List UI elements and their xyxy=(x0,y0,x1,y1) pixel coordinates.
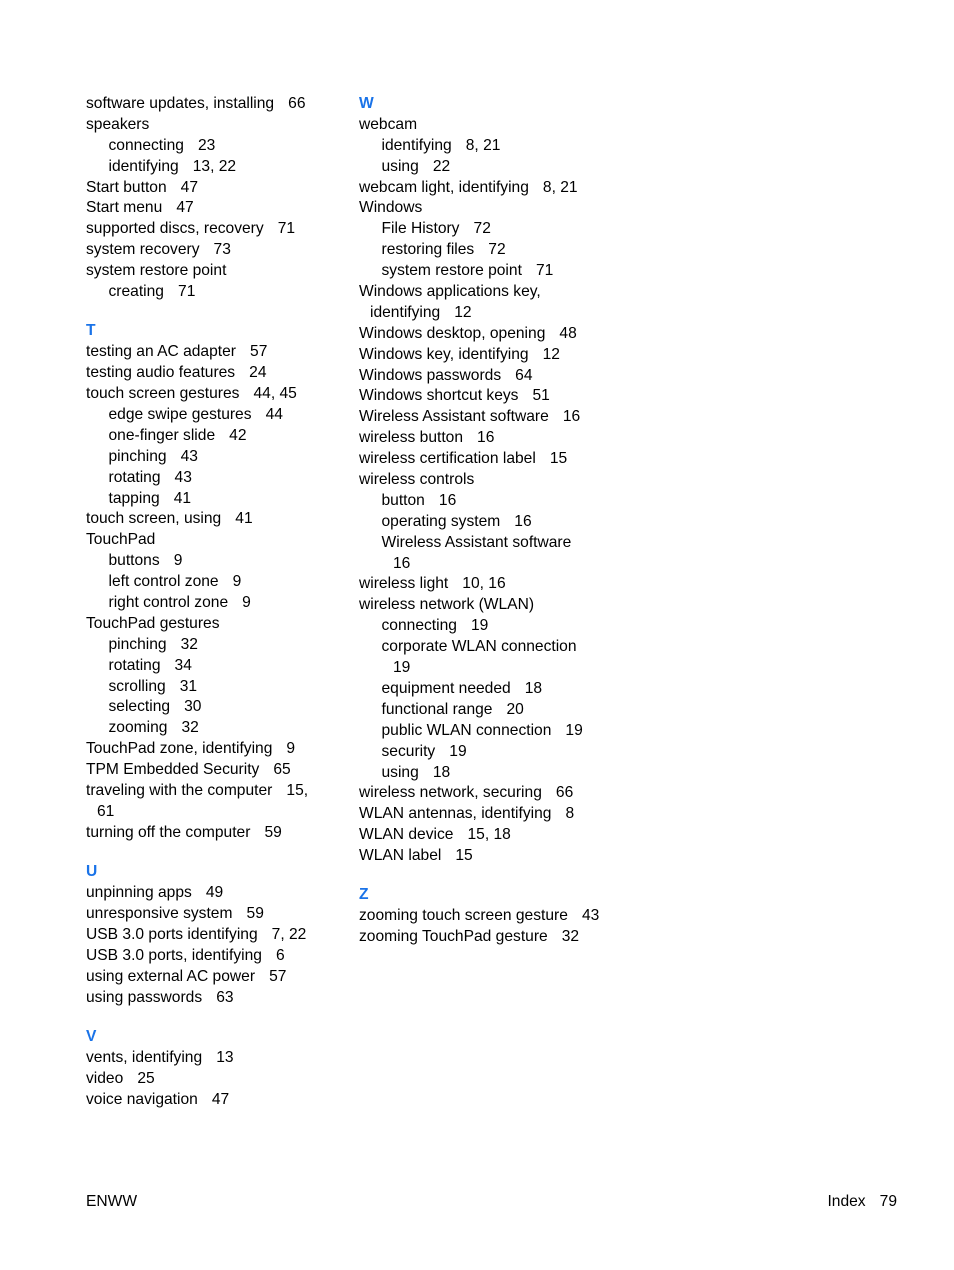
index-subentry xyxy=(359,261,629,282)
index-subentry xyxy=(86,426,336,447)
index-entry xyxy=(359,449,629,470)
entry-page-ref: 31 xyxy=(179,677,198,695)
index-entry xyxy=(86,261,336,282)
entry-page-ref: 72 xyxy=(488,241,506,259)
entry-page-ref: 32 xyxy=(561,928,580,946)
entry-page-ref: 9 xyxy=(173,552,183,570)
index-subentry xyxy=(86,677,336,698)
index-entry xyxy=(86,614,336,635)
index-subentry xyxy=(359,554,629,575)
footer-section-label: Index xyxy=(827,1193,866,1210)
entry-page-ref: 15, xyxy=(286,782,309,799)
index-entry xyxy=(359,574,629,595)
index-letter-heading: T xyxy=(86,322,96,340)
entry-page-ref: 59 xyxy=(246,904,264,922)
index-column-left xyxy=(86,94,336,1110)
entry-page-ref: 6 xyxy=(276,946,285,964)
index-entry xyxy=(86,219,336,240)
entry-page-ref: 20 xyxy=(506,700,524,718)
index-subentry xyxy=(86,572,336,593)
entry-term: zooming xyxy=(108,719,168,737)
entry-term: File History xyxy=(381,220,460,238)
entry-term: wireless network (WLAN) xyxy=(359,596,535,614)
index-column-right xyxy=(359,94,629,948)
entry-term: unresponsive system xyxy=(86,904,233,922)
entry-term: TouchPad xyxy=(86,531,156,549)
entry-term: USB 3.0 ports identifying xyxy=(86,925,258,943)
entry-term: Start button xyxy=(86,178,167,196)
entry-page-ref: 48 xyxy=(559,324,577,342)
entry-term: system restore point xyxy=(381,262,522,280)
entry-term: speakers xyxy=(86,115,150,133)
entry-term: edge swipe gestures xyxy=(108,405,252,423)
entry-term: Windows desktop, opening xyxy=(359,324,546,342)
entry-term: one-finger slide xyxy=(108,426,216,444)
entry-page-ref: 57 xyxy=(269,967,287,985)
entry-page-ref: 9 xyxy=(232,573,242,591)
index-entry xyxy=(86,1048,336,1069)
entry-page-ref: 43 xyxy=(180,447,198,465)
entry-term: software updates, installing xyxy=(86,95,275,112)
index-subentry xyxy=(86,157,336,178)
entry-page-ref: 44 xyxy=(265,405,283,423)
entry-page-ref: 23 xyxy=(197,136,216,154)
entry-page-ref: 22 xyxy=(432,157,451,175)
entry-term: 16 xyxy=(393,554,411,572)
index-entry xyxy=(359,428,629,449)
entry-page-ref: 12 xyxy=(454,303,472,321)
entry-page-ref: 19 xyxy=(449,742,467,760)
index-entry xyxy=(359,345,629,366)
index-subentry xyxy=(359,616,629,637)
entry-page-ref: 13, 22 xyxy=(192,157,237,175)
index-subentry xyxy=(359,700,629,721)
entry-page-ref: 25 xyxy=(137,1069,155,1087)
index-entry xyxy=(359,198,629,219)
entry-term: tapping xyxy=(108,489,160,507)
entry-page-ref: 30 xyxy=(184,698,202,716)
entry-term: Windows shortcut keys xyxy=(359,387,519,405)
index-subentry xyxy=(359,658,629,679)
entry-page-ref: 16 xyxy=(477,429,495,447)
index-subentry xyxy=(359,491,629,512)
footer-left xyxy=(86,1191,137,1212)
entry-term: identifying xyxy=(381,136,452,154)
entry-term: vents, identifying xyxy=(86,1048,203,1066)
entry-page-ref: 9 xyxy=(242,593,251,611)
index-letter-heading: Z xyxy=(359,886,369,904)
entry-page-ref: 18 xyxy=(432,763,451,781)
index-subentry xyxy=(86,635,336,656)
entry-term: TouchPad gestures xyxy=(86,614,220,632)
index-entry xyxy=(86,384,336,405)
entry-page-ref: 43 xyxy=(174,468,192,486)
entry-term: rotating xyxy=(108,468,161,486)
entry-term: webcam light, identifying xyxy=(359,178,529,196)
entry-term: connecting xyxy=(108,136,184,154)
index-subentry xyxy=(86,405,336,426)
index-entry xyxy=(359,115,629,136)
entry-page-ref: 9 xyxy=(286,740,296,758)
index-subentry xyxy=(359,533,629,554)
entry-term: unpinning apps xyxy=(86,884,192,902)
entry-term: buttons xyxy=(108,552,160,570)
entry-page-ref: 16 xyxy=(562,408,581,426)
entry-page-ref: 24 xyxy=(249,364,267,382)
entry-term: video xyxy=(86,1069,124,1087)
entry-term: scrolling xyxy=(108,677,166,695)
entry-term: TouchPad zone, identifying xyxy=(86,740,273,758)
entry-page-ref: 59 xyxy=(264,823,282,841)
entry-page-ref: 49 xyxy=(205,884,224,902)
index-subentry xyxy=(86,468,336,489)
index-entry xyxy=(359,783,629,804)
entry-page-ref: 66 xyxy=(288,95,306,112)
entry-page-ref: 71 xyxy=(535,262,554,280)
entry-term: WLAN label xyxy=(359,847,442,865)
entry-term: Windows xyxy=(359,199,423,217)
entry-term: wireless network, securing xyxy=(359,784,542,802)
index-entry xyxy=(86,967,336,988)
entry-page-ref: 13 xyxy=(216,1048,234,1066)
index-entry xyxy=(359,906,629,927)
index-letter-heading: V xyxy=(86,1027,97,1045)
entry-term: zooming touch screen gesture xyxy=(359,907,568,925)
index-entry xyxy=(86,823,336,844)
entry-term: Wireless Assistant software xyxy=(359,408,549,426)
entry-term: equipment needed xyxy=(381,679,511,697)
entry-page-ref: 57 xyxy=(250,343,268,361)
entry-page-ref: 71 xyxy=(277,220,296,238)
index-letter-heading: U xyxy=(86,863,98,881)
entry-term: WLAN antennas, identifying xyxy=(359,805,552,823)
index-entry xyxy=(86,760,336,781)
entry-page-ref: 19 xyxy=(565,721,583,739)
index-entry xyxy=(86,342,336,363)
index-entry xyxy=(86,946,336,967)
entry-page-ref: 71 xyxy=(178,283,196,301)
entry-page-ref: 51 xyxy=(532,387,550,405)
index-entry xyxy=(86,509,336,530)
entry-term: testing audio features xyxy=(86,364,236,382)
entry-page-ref: 18 xyxy=(524,679,543,697)
index-entry xyxy=(359,303,629,324)
entry-term: functional range xyxy=(381,700,493,718)
entry-term: Start menu xyxy=(86,199,163,217)
entry-page-ref: 73 xyxy=(213,241,231,259)
entry-page-ref: 47 xyxy=(176,199,194,217)
index-subentry xyxy=(86,718,336,739)
entry-page-ref: 16 xyxy=(514,512,532,530)
entry-page-ref: 8 xyxy=(565,805,575,823)
entry-term: wireless certification label xyxy=(359,450,536,468)
index-entry xyxy=(359,386,629,407)
footer-doc-code: ENWW xyxy=(86,1193,138,1210)
entry-page-ref: 47 xyxy=(180,178,199,196)
index-entry xyxy=(86,530,336,551)
index-subentry xyxy=(359,679,629,700)
index-entry xyxy=(359,178,629,199)
index-subentry xyxy=(86,656,336,677)
index-subentry xyxy=(359,512,629,533)
entry-term: public WLAN connection xyxy=(381,721,552,739)
entry-term: 19 xyxy=(393,659,411,677)
entry-page-ref: 32 xyxy=(180,635,198,653)
index-entry xyxy=(86,1069,336,1090)
entry-term: WLAN device xyxy=(359,826,454,844)
index-letter-heading: W xyxy=(359,95,374,112)
entry-page-ref: 34 xyxy=(174,656,192,674)
entry-page-ref: 41 xyxy=(235,510,253,528)
entry-term: testing an AC adapter xyxy=(86,343,236,361)
entry-page-ref: 63 xyxy=(216,988,234,1006)
index-entry xyxy=(359,846,629,867)
entry-page-ref: 43 xyxy=(581,907,600,925)
index-subentry xyxy=(86,551,336,572)
index-entry xyxy=(86,802,336,823)
index-entry xyxy=(86,94,336,115)
index-entry xyxy=(359,366,629,387)
index-entry xyxy=(359,825,629,846)
index-subentry xyxy=(359,637,629,658)
entry-term: webcam xyxy=(359,115,418,133)
entry-term: wireless controls xyxy=(359,471,475,489)
entry-term: pinching xyxy=(108,447,167,465)
index-entry xyxy=(359,804,629,825)
entry-page-ref: 19 xyxy=(470,617,489,635)
entry-term: button xyxy=(381,491,425,509)
index-subentry xyxy=(359,721,629,742)
entry-term: rotating xyxy=(108,656,161,674)
entry-page-ref: 64 xyxy=(515,366,533,384)
index-entry xyxy=(86,115,336,136)
entry-term: Windows key, identifying xyxy=(359,345,529,363)
entry-page-ref: 15 xyxy=(455,847,473,865)
entry-page-ref: 10, 16 xyxy=(462,575,506,593)
entry-term: security xyxy=(381,742,436,760)
entry-term: identifying xyxy=(108,157,179,175)
index-subentry xyxy=(86,489,336,510)
index-entry xyxy=(359,927,629,948)
entry-term: restoring files xyxy=(381,241,475,259)
entry-term: using xyxy=(381,763,419,781)
index-subentry xyxy=(359,240,629,261)
index-entry xyxy=(359,470,629,491)
index-entry xyxy=(86,904,336,925)
entry-term: TPM Embedded Security xyxy=(86,761,260,779)
index-entry xyxy=(359,282,629,303)
entry-term: operating system xyxy=(381,512,501,530)
index-entry xyxy=(86,1090,336,1111)
index-subentry xyxy=(86,697,336,718)
entry-page-ref: 47 xyxy=(211,1090,230,1108)
index-entry xyxy=(86,363,336,384)
index-subentry xyxy=(86,447,336,468)
entry-term: system recovery xyxy=(86,241,200,259)
entry-term: supported discs, recovery xyxy=(86,220,264,238)
entry-term: touch screen gestures xyxy=(86,385,240,403)
entry-page-ref: 8, 21 xyxy=(542,178,578,196)
index-entry xyxy=(359,324,629,345)
footer-right xyxy=(827,1191,897,1212)
index-subentry xyxy=(359,763,629,784)
index-entry xyxy=(86,883,336,904)
entry-term: 61 xyxy=(97,802,115,820)
entry-term: identifying xyxy=(370,303,441,321)
index-subentry xyxy=(359,742,629,763)
entry-page-ref: 7, 22 xyxy=(271,925,307,943)
index-subentry xyxy=(359,219,629,240)
entry-term: right control zone xyxy=(108,593,229,611)
index-subentry xyxy=(86,282,336,303)
entry-page-ref: 42 xyxy=(229,426,247,444)
entry-term: zooming TouchPad gesture xyxy=(359,928,548,946)
entry-term: left control zone xyxy=(108,573,219,591)
entry-term: traveling with the computer xyxy=(86,782,273,799)
entry-term: using xyxy=(381,157,419,175)
entry-term: pinching xyxy=(108,635,167,653)
index-entry xyxy=(86,781,336,802)
entry-page-ref: 32 xyxy=(181,719,199,737)
entry-term: voice navigation xyxy=(86,1090,198,1108)
index-entry xyxy=(359,407,629,428)
entry-term: creating xyxy=(108,283,164,301)
entry-page-ref: 44, 45 xyxy=(253,385,297,403)
footer-page-number: 79 xyxy=(879,1193,897,1210)
entry-page-ref: 16 xyxy=(438,491,457,509)
index-subentry xyxy=(86,593,336,614)
index-entry xyxy=(86,739,336,760)
entry-term: connecting xyxy=(381,617,457,635)
entry-term: Windows passwords xyxy=(359,366,502,384)
index-subentry xyxy=(359,157,629,178)
entry-page-ref: 41 xyxy=(173,489,192,507)
entry-term: Windows applications key, xyxy=(359,283,541,301)
entry-page-ref: 8, 21 xyxy=(465,136,501,154)
entry-term: using external AC power xyxy=(86,967,256,985)
entry-page-ref: 15 xyxy=(549,450,568,468)
index-subentry xyxy=(86,136,336,157)
entry-term: selecting xyxy=(108,698,171,716)
index-entry xyxy=(86,198,336,219)
entry-page-ref: 15, 18 xyxy=(467,826,511,844)
entry-term: USB 3.0 ports, identifying xyxy=(86,946,262,964)
entry-page-ref: 12 xyxy=(542,345,560,363)
index-entry xyxy=(86,925,336,946)
entry-page-ref: 72 xyxy=(473,220,491,238)
index-entry xyxy=(86,178,336,199)
entry-term: corporate WLAN connection xyxy=(381,638,577,656)
entry-term: wireless light xyxy=(359,575,449,593)
entry-page-ref: 66 xyxy=(555,784,574,802)
index-entry xyxy=(86,988,336,1009)
entry-term: using passwords xyxy=(86,988,203,1006)
entry-term: Wireless Assistant software xyxy=(381,533,572,551)
entry-term: touch screen, using xyxy=(86,510,222,528)
entry-term: system restore point xyxy=(86,262,227,280)
index-entry xyxy=(86,240,336,261)
entry-term: turning off the computer xyxy=(86,823,251,841)
entry-page-ref: 65 xyxy=(273,761,291,779)
index-entry xyxy=(359,595,629,616)
entry-term: wireless button xyxy=(359,429,464,447)
index-subentry xyxy=(359,136,629,157)
